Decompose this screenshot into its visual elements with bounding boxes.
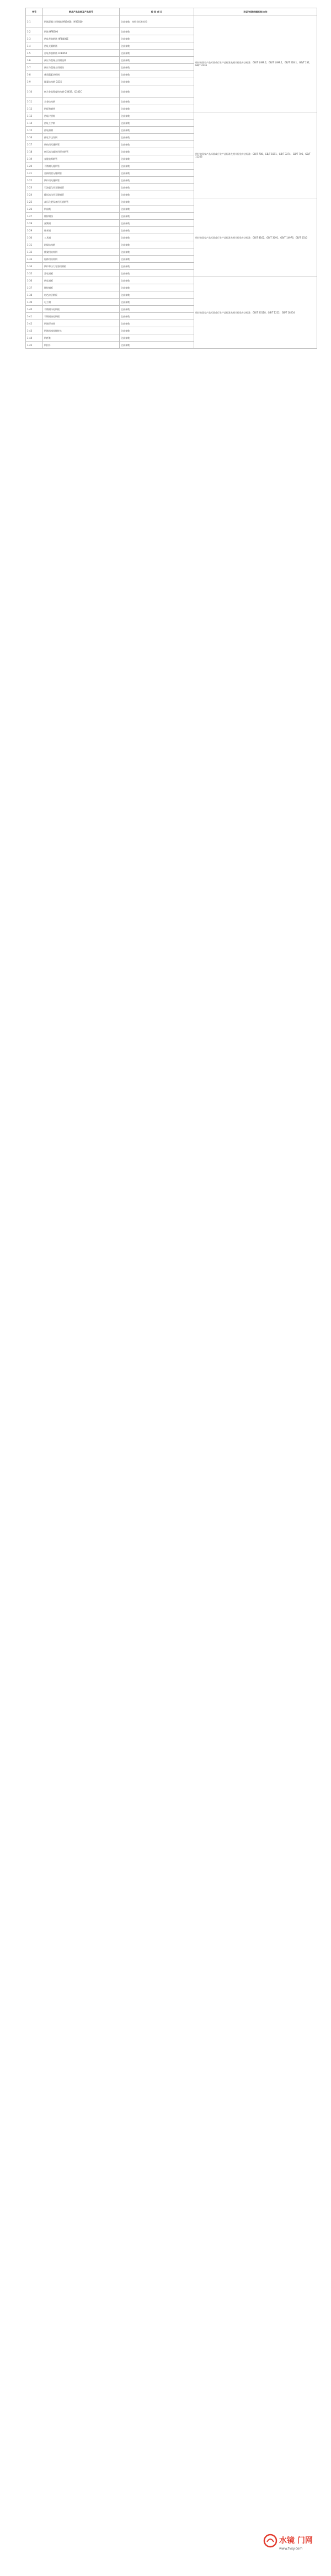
cell-scope: 全部参数 [120, 71, 194, 78]
cell-no: 1-22 [26, 177, 43, 184]
cell-no: 1-35 [26, 270, 43, 277]
cell-product-name: 电工钢 [43, 299, 120, 306]
cell-scope: 全部参数 [120, 270, 194, 277]
cell-no: 1-31 [26, 241, 43, 248]
cell-scope: 全部参数 [120, 105, 194, 112]
cell-scope: 全部参数 [120, 170, 194, 177]
table-body [26, 15, 317, 349]
cell-product-name: 钢丝绳 [43, 205, 120, 213]
cell-product-name: 不锈钢冷轧钢板 [43, 306, 120, 313]
cell-scope: 全部参数 [120, 334, 194, 342]
header-std: 验证/检测依据标准/方法 [194, 8, 317, 15]
cell-no: 1-40 [26, 306, 43, 313]
cell-product-name: 优质碳素结构钢 [43, 71, 120, 78]
cell-scope: 全部参数 [120, 163, 194, 170]
cell-no: 1-41 [26, 313, 43, 320]
cell-scope: 全部参数 [120, 320, 194, 327]
cell-standards: 相应的国家产品标准或行业产品标准及相关检验方法标准：GB/T 20118、GB/T 1222、GB/T 18254 [194, 277, 317, 349]
cell-scope: 全部参数 [120, 220, 194, 227]
cell-scope: 全部参数，按相关标准检验 [120, 15, 194, 28]
table-row [26, 198, 317, 205]
cell-product-name: 高压化肥设备用无缝钢管 [43, 198, 120, 205]
table-row [26, 277, 317, 284]
cell-no: 1-4 [26, 42, 43, 50]
cell-product-name: 低压流体输送用焊接钢管 [43, 148, 120, 155]
cell-product-name: 钢筋 HPB300 [43, 28, 120, 35]
cell-no: 1-8 [26, 71, 43, 78]
cell-scope: 全部参数 [120, 248, 194, 256]
cell-product-name: 热轧工字钢 [43, 120, 120, 127]
cell-no: 1-27 [26, 213, 43, 220]
cell-no: 1-33 [26, 256, 43, 263]
cell-product-name: 锅炉和压力容器用钢板 [43, 263, 120, 270]
cell-no: 1-44 [26, 334, 43, 342]
table-header-row [26, 8, 317, 15]
cell-product-name: 碳素结构钢 Q235 [43, 78, 120, 85]
cell-no: 1-16 [26, 134, 43, 141]
cell-no: 1-7 [26, 64, 43, 71]
cell-product-name: 彩色涂层钢板 [43, 291, 120, 299]
cell-scope: 全部参数 [120, 98, 194, 105]
cell-scope: 全部参数 [120, 112, 194, 120]
cell-no: 1-45 [26, 342, 43, 349]
cell-scope: 全部参数 [120, 191, 194, 198]
cell-product-name: 热轧钢板 [43, 277, 120, 284]
cell-no: 1-26 [26, 205, 43, 213]
cell-product-name: 直缝电焊钢管 [43, 155, 120, 163]
cell-no: 1-14 [26, 120, 43, 127]
cell-standards: 相应的国家产品标准或行业产品标准及相关检验方法标准：GB/T 1499.2、GB/T 1499.1、GB/T 228.1、GB/T 232、GB/T 4336 [194, 15, 317, 112]
cell-no: 1-15 [26, 127, 43, 134]
cell-scope: 全部参数 [120, 234, 194, 241]
cell-product-name: 不锈钢热轧钢板 [43, 313, 120, 320]
cell-no: 1-9 [26, 78, 43, 85]
watermark-url: www.fvsy.com [279, 2547, 303, 2551]
cell-scope: 全部参数 [120, 241, 194, 248]
cell-scope: 全部参数 [120, 50, 194, 57]
cell-no: 1-39 [26, 299, 43, 306]
cell-no: 1-12 [26, 105, 43, 112]
cell-product-name: 石油裂化用无缝钢管 [43, 184, 120, 191]
cell-scope: 全部参数 [120, 64, 194, 71]
cell-scope: 全部参数 [120, 291, 194, 299]
cell-standards: 相应的国家产品标准或行业产品标准及相关检验方法标准：GB/T 700、GB/T 1591、GB/T 3274、GB/T 706、GB/T 11263 [194, 112, 317, 198]
watermark-text: 水镜 门网 [279, 2536, 313, 2545]
cell-product-name: 输送流体用无缝钢管 [43, 191, 120, 198]
cell-no: 1-25 [26, 198, 43, 205]
cell-product-name: 热轧H型钢 [43, 112, 120, 120]
cell-no: 1-43 [26, 327, 43, 334]
cell-no: 1-17 [26, 141, 43, 148]
cell-scope: 全部参数 [120, 277, 194, 284]
standards-table [25, 8, 317, 349]
cell-scope: 全部参数 [120, 327, 194, 334]
cell-no: 1-30 [26, 234, 43, 241]
cell-scope: 全部参数 [120, 127, 194, 134]
cell-no: 1-13 [26, 112, 43, 120]
cell-product-name: 钢纤维 [43, 334, 120, 342]
cell-standards: 相应的国家产品标准或行业产品标准及相关检验方法标准：GB/T 8162、GB/T 3091、GB/T 14976、GB/T 5310 [194, 198, 317, 277]
cell-scope: 全部参数 [120, 227, 194, 234]
watermark-logo-icon [264, 2535, 276, 2547]
cell-product-name: 镀锌钢板 [43, 284, 120, 291]
cell-product-name: 钢筋机械连接接头 [43, 327, 120, 334]
cell-scope: 全部参数 [120, 134, 194, 141]
site-watermark [263, 2531, 323, 2555]
cell-product-name: 钢筋混凝土用钢筋 HRB400、HRB500 [43, 15, 120, 28]
cell-scope: 全部参数 [120, 306, 194, 313]
cell-no: 1-29 [26, 227, 43, 234]
cell-scope: 全部参数 [120, 120, 194, 127]
cell-product-name: 热轧光圆钢筋 [43, 42, 120, 50]
cell-no: 1-6 [26, 57, 43, 64]
cell-product-name: 船体用结构钢 [43, 256, 120, 263]
cell-scope: 全部参数 [120, 205, 194, 213]
table-row [26, 112, 317, 120]
cell-product-name: 弹簧钢 [43, 220, 120, 227]
cell-scope: 全部参数 [120, 177, 194, 184]
cell-no: 1-28 [26, 220, 43, 227]
cell-no: 1-3 [26, 35, 43, 42]
cell-product-name: 热轧槽钢 [43, 127, 120, 134]
cell-product-name: 低合金高强度结构钢 Q345B、Q345C [43, 85, 120, 98]
cell-product-name: 合金结构钢 [43, 98, 120, 105]
cell-product-name: 轴承钢 [43, 227, 120, 234]
header-name: 钢品产品名称及产品型号 [43, 8, 120, 15]
cell-scope: 全部参数 [120, 256, 194, 263]
cell-product-name: 预应力混凝土用钢绞线 [43, 57, 120, 64]
cell-scope: 全部参数 [120, 78, 194, 85]
cell-no: 1-34 [26, 263, 43, 270]
table-row [26, 15, 317, 28]
cell-no: 1-32 [26, 248, 43, 256]
cell-no: 1-2 [26, 28, 43, 35]
cell-no: 1-19 [26, 155, 43, 163]
cell-scope: 全部参数 [120, 28, 194, 35]
cell-no: 1-11 [26, 98, 43, 105]
cell-product-name: 冷轧带肋钢筋 CRB550 [43, 50, 120, 57]
cell-product-name: 不锈钢无缝钢管 [43, 163, 120, 170]
cell-product-name: 工具钢 [43, 234, 120, 241]
cell-scope: 全部参数 [120, 35, 194, 42]
cell-product-name: 镀锌钢丝 [43, 213, 120, 220]
cell-no: 1-38 [26, 291, 43, 299]
cell-no: 1-23 [26, 184, 43, 191]
cell-no: 1-18 [26, 148, 43, 155]
cell-product-name: 耐候结构钢 [43, 241, 120, 248]
cell-scope: 全部参数 [120, 184, 194, 191]
header-scope: 检 验 项 目 [120, 8, 194, 15]
cell-no: 1-1 [26, 15, 43, 28]
cell-no: 1-21 [26, 170, 43, 177]
cell-product-name: 结构用无缝钢管 [43, 141, 120, 148]
cell-no: 1-24 [26, 191, 43, 198]
cell-scope: 全部参数 [120, 198, 194, 205]
cell-no: 1-10 [26, 85, 43, 98]
cell-scope: 全部参数 [120, 342, 194, 349]
cell-product-name: 锅炉用无缝钢管 [43, 177, 120, 184]
cell-product-name: 桥梁用结构钢 [43, 248, 120, 256]
cell-scope: 全部参数 [120, 213, 194, 220]
header-no: 序号 [26, 8, 43, 15]
cell-scope: 全部参数 [120, 57, 194, 64]
cell-product-name: 钢筋焊接网 [43, 320, 120, 327]
cell-product-name: 预应力混凝土用钢丝 [43, 64, 120, 71]
cell-scope: 全部参数 [120, 148, 194, 155]
cell-product-name: 冷轧钢板 [43, 270, 120, 277]
cell-scope: 全部参数 [120, 284, 194, 291]
cell-scope: 全部参数 [120, 263, 194, 270]
cell-product-name: 热轧等边角钢 [43, 134, 120, 141]
cell-scope: 全部参数 [120, 42, 194, 50]
cell-no: 1-37 [26, 284, 43, 291]
cell-product-name: 热轧带肋钢筋 HRB400E [43, 35, 120, 42]
cell-scope: 全部参数 [120, 299, 194, 306]
cell-scope: 全部参数 [120, 155, 194, 163]
cell-product-name: 钢拉杆 [43, 342, 120, 349]
cell-no: 1-36 [26, 277, 43, 284]
cell-product-name: 钢板和钢带 [43, 105, 120, 112]
cell-scope: 全部参数 [120, 141, 194, 148]
cell-scope: 全部参数 [120, 313, 194, 320]
cell-product-name: 冷拔精密无缝钢管 [43, 170, 120, 177]
cell-no: 1-42 [26, 320, 43, 327]
cell-scope: 全部参数 [120, 85, 194, 98]
cell-no: 1-5 [26, 50, 43, 57]
cell-no: 1-20 [26, 163, 43, 170]
